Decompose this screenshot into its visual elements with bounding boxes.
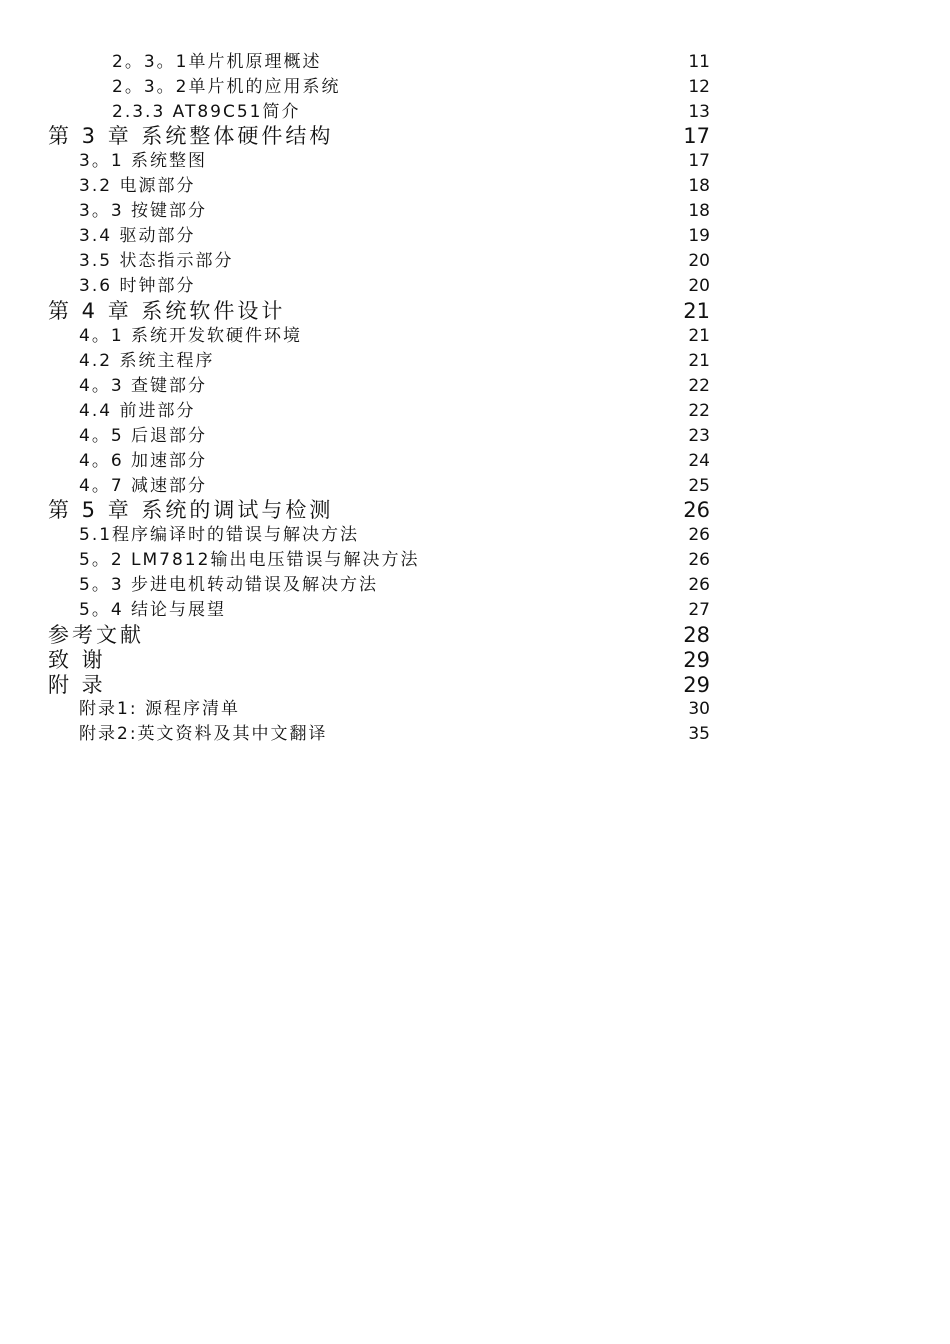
toc-entry-page: 25 [688, 476, 710, 496]
toc-entry-title: 4。1 系统开发软硬件环境 [79, 326, 303, 346]
toc-entry-page: 21 [688, 351, 710, 371]
toc-entry-title: 2.3.3 AT89C51简介 [112, 102, 301, 122]
toc-entry[interactable] [0, 174, 950, 199]
toc-entry[interactable] [0, 199, 950, 224]
toc-entry[interactable] [0, 100, 950, 125]
toc-chapter-page: 26 [683, 498, 710, 522]
toc-chapter-page: 29 [683, 648, 710, 672]
toc-entry-title: 附录2:英文资料及其中文翻译 [79, 724, 328, 744]
toc-entry-title: 4。3 查键部分 [79, 376, 208, 396]
toc-entry-page: 20 [688, 276, 710, 296]
toc-chapter-page: 28 [683, 623, 710, 647]
toc-entry-page: 30 [688, 699, 710, 719]
toc-entry[interactable] [0, 449, 950, 474]
toc-entry[interactable] [0, 722, 950, 747]
toc-chapter-title: 参考文献 [48, 623, 144, 647]
toc-entry[interactable] [0, 374, 950, 399]
toc-entry-title: 附录1: 源程序清单 [79, 699, 240, 719]
toc-chapter-page: 29 [683, 673, 710, 697]
toc-entry[interactable] [0, 548, 950, 573]
toc-entry-page: 18 [688, 201, 710, 221]
toc-entry-title: 5。2 LM7812输出电压错误与解决方法 [79, 550, 420, 570]
toc-entry[interactable] [0, 274, 950, 299]
toc-chapter-page: 17 [683, 124, 710, 148]
toc-entry-page: 12 [688, 77, 710, 97]
toc-entry-title: 4.4 前进部分 [79, 401, 196, 421]
toc-entry-title: 4。7 减速部分 [79, 476, 208, 496]
toc-entry-page: 21 [688, 326, 710, 346]
toc-chapter[interactable] [0, 498, 950, 523]
toc-entry-page: 22 [688, 401, 710, 421]
toc-chapter-page: 21 [683, 299, 710, 323]
toc-entry-page: 18 [688, 176, 710, 196]
toc-chapter[interactable] [0, 648, 950, 673]
toc-entry-title: 3.4 驱动部分 [79, 226, 196, 246]
toc-chapter[interactable] [0, 124, 950, 149]
toc-entry[interactable] [0, 697, 950, 722]
toc-entry[interactable] [0, 75, 950, 100]
toc-entry-page: 27 [688, 600, 710, 620]
toc-chapter-title: 附 录 [48, 673, 106, 697]
toc-entry-title: 3。3 按键部分 [79, 201, 208, 221]
toc-chapter[interactable] [0, 673, 950, 698]
toc-entry-page: 11 [688, 52, 710, 72]
toc-entry[interactable] [0, 224, 950, 249]
toc-entry-title: 3.6 时钟部分 [79, 276, 196, 296]
toc-entry-title: 5.1程序编译时的错误与解决方法 [79, 525, 360, 545]
toc-entry[interactable] [0, 50, 950, 75]
toc-entry-title: 5。3 步进电机转动错误及解决方法 [79, 575, 379, 595]
toc-chapter[interactable] [0, 299, 950, 324]
toc-entry-page: 13 [688, 102, 710, 122]
toc-entry-page: 24 [688, 451, 710, 471]
toc-entry-title: 4。6 加速部分 [79, 451, 208, 471]
toc-entry-title: 3.2 电源部分 [79, 176, 196, 196]
toc-entry-page: 17 [688, 151, 710, 171]
toc-chapter-title: 第 3 章 系统整体硬件结构 [48, 124, 334, 148]
toc-chapter-title: 第 4 章 系统软件设计 [48, 299, 286, 323]
toc-chapter-title: 第 5 章 系统的调试与检测 [48, 498, 334, 522]
toc-entry-title: 2。3。2单片机的应用系统 [112, 77, 341, 97]
toc-entry[interactable] [0, 424, 950, 449]
toc-entry[interactable] [0, 399, 950, 424]
toc-entry[interactable] [0, 474, 950, 499]
toc-entry-page: 23 [688, 426, 710, 446]
toc-entry[interactable] [0, 598, 950, 623]
toc-entry-page: 26 [688, 550, 710, 570]
toc-entry-page: 26 [688, 575, 710, 595]
toc-entry-page: 20 [688, 251, 710, 271]
toc-entry-title: 4.2 系统主程序 [79, 351, 215, 371]
toc-entry-title: 5。4 结论与展望 [79, 600, 227, 620]
toc-entry[interactable] [0, 249, 950, 274]
toc-entry[interactable] [0, 324, 950, 349]
toc-entry[interactable] [0, 149, 950, 174]
toc-entry[interactable] [0, 573, 950, 598]
toc-chapter[interactable] [0, 623, 950, 648]
toc-entry-page: 26 [688, 525, 710, 545]
toc-entry-title: 3。1 系统整图 [79, 151, 208, 171]
toc-entry[interactable] [0, 349, 950, 374]
toc-entry-title: 3.5 状态指示部分 [79, 251, 234, 271]
toc-entry-title: 4。5 后退部分 [79, 426, 208, 446]
toc-entry-title: 2。3。1单片机原理概述 [112, 52, 322, 72]
toc-entry[interactable] [0, 523, 950, 548]
toc-entry-page: 35 [688, 724, 710, 744]
toc-entry-page: 22 [688, 376, 710, 396]
toc-entry-page: 19 [688, 226, 710, 246]
toc-chapter-title: 致 谢 [48, 648, 106, 672]
